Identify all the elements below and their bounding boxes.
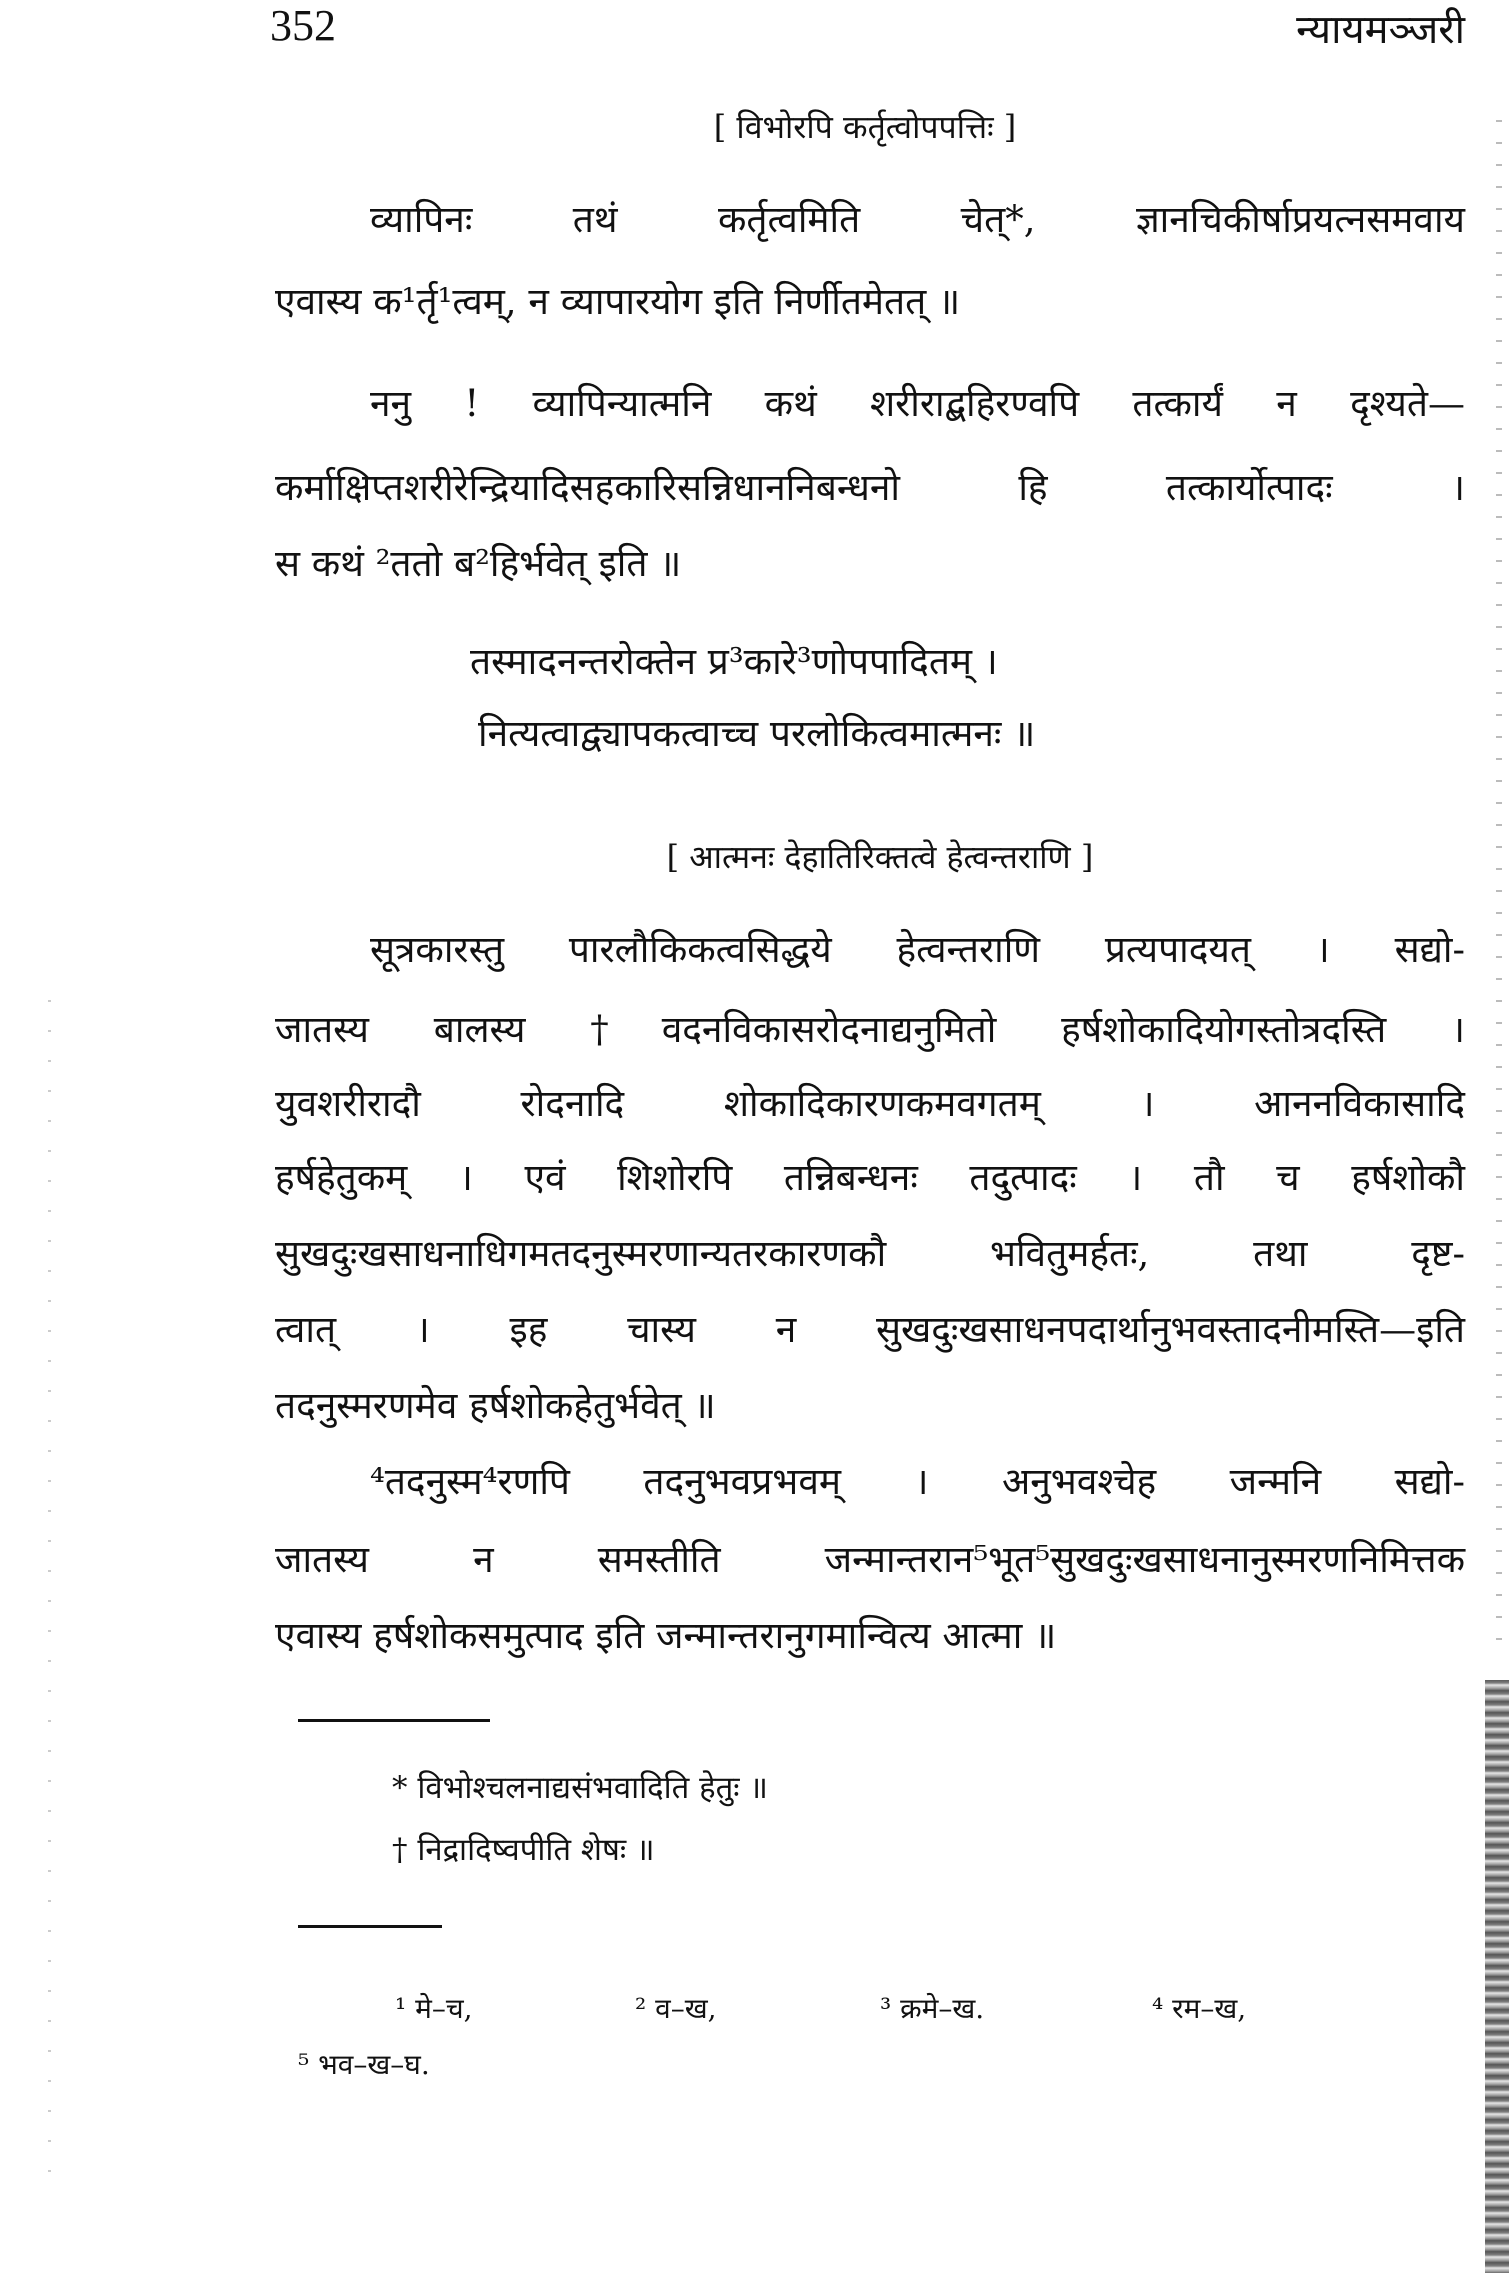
variants-rule [298, 1925, 442, 1928]
variant-reading-2: ² व–ख, [635, 1992, 717, 2025]
variant-reading-3: ³ क्रमे–ख. [880, 1992, 985, 2025]
text-line: हर्षहेतुकम् । एवं शिशोरपि तन्निबन्धनः तदुत्पादः । तौ च हर्षशोकौ [275, 1156, 1465, 1199]
text-line: सुखदुःखसाधनाधिगमतदनुस्मरणान्यतरकारणकौ भवितुमर्हतः, तथा दृष्ट- [275, 1232, 1465, 1275]
section-heading-2: [ आत्मनः देहातिरिक्तत्वे हेत्वन्तराणि ] [666, 838, 1094, 876]
variant-reading-5: ⁵ भव–ख–घ. [298, 2048, 430, 2081]
variant-reading-4: ⁴ रम–ख, [1152, 1992, 1247, 2025]
text-line: एवास्य हर्षशोकसमुत्पाद इति जन्मान्तरानुगमान्वित्य आत्मा ॥ [275, 1614, 1057, 1657]
text-line: ननु ! व्यापिन्यात्मनि कथं शरीराद्बहिरण्वपि तत्कार्यं न दृश्यते— [370, 382, 1465, 425]
section-heading-1: [ विभोरपि कर्तृत्वोपपत्तिः ] [713, 108, 1017, 146]
page-number: 352 [270, 1, 336, 50]
text-line: एवास्य क¹र्तृ¹त्वम्, न व्यापारयोग इति निर्णीतमेतत् ॥ [275, 280, 961, 323]
text-line: सूत्रकारस्तु पारलौकिकत्वसिद्धये हेत्वन्तराणि प्रत्यपादयत् । सद्यो- [370, 928, 1465, 971]
scan-edge-dots [1496, 120, 1502, 1660]
text-line: तदनुस्मरणमेव हर्षशोकहेतुर्भवेत् ॥ [275, 1384, 716, 1427]
text-line: त्वात् । इह चास्य न सुखदुःखसाधनपदार्थानुभवस्तादनीमस्ति—इति [275, 1308, 1465, 1351]
footnote-star: * विभोश्चलनाद्यसंभवादिति हेतुः ॥ [392, 1770, 768, 1806]
verse-line: तस्मादनन्तरोक्तेन प्र³कारे³णोपपादितम् । [470, 640, 998, 683]
text-line: कर्माक्षिप्तशरीरेन्द्रियादिसहकारिसन्निधाननिबन्धनो हि तत्कार्योत्पादः । [275, 466, 1465, 509]
footnote-dagger: † निद्रादिष्वपीति शेषः ॥ [392, 1832, 655, 1868]
scan-edge-shadow [1485, 1680, 1509, 2273]
verse-line: नित्यत्वाद्व्यापकत्वाच्च परलोकित्वमात्मनः ॥ [478, 712, 1036, 755]
text-line: ⁴तदनुस्म⁴रणपि तदनुभवप्रभवम् । अनुभवश्चेह जन्मनि सद्यो- [370, 1460, 1465, 1503]
variant-reading-1: ¹ मे–च, [395, 1992, 473, 2025]
text-line: युवशरीरादौ रोदनादि शोकादिकारणकमवगतम् । आननविकासादि [275, 1082, 1465, 1125]
text-line: व्यापिनः तथं कर्तृत्वमिति चेत्*, ज्ञानचिकीर्षाप्रयत्नसमवाय [370, 198, 1465, 241]
scan-gutter-dots [48, 1000, 51, 2200]
text-line: स कथं ²ततो ब²हिर्भवेत् इति ॥ [275, 542, 682, 585]
text-line: जातस्य बालस्य †वदनविकासरोदनाद्यनुमितो हर्षशोकादियोगस्तोत्रदस्ति । [275, 1008, 1465, 1051]
footnote-rule [298, 1719, 490, 1722]
running-title: न्यायमञ्जरी [1296, 7, 1465, 53]
text-line: जातस्य न समस्तीति जन्मान्तरान⁵भूत⁵सुखदुःखसाधनानुस्मरणनिमित्तक [275, 1538, 1465, 1581]
